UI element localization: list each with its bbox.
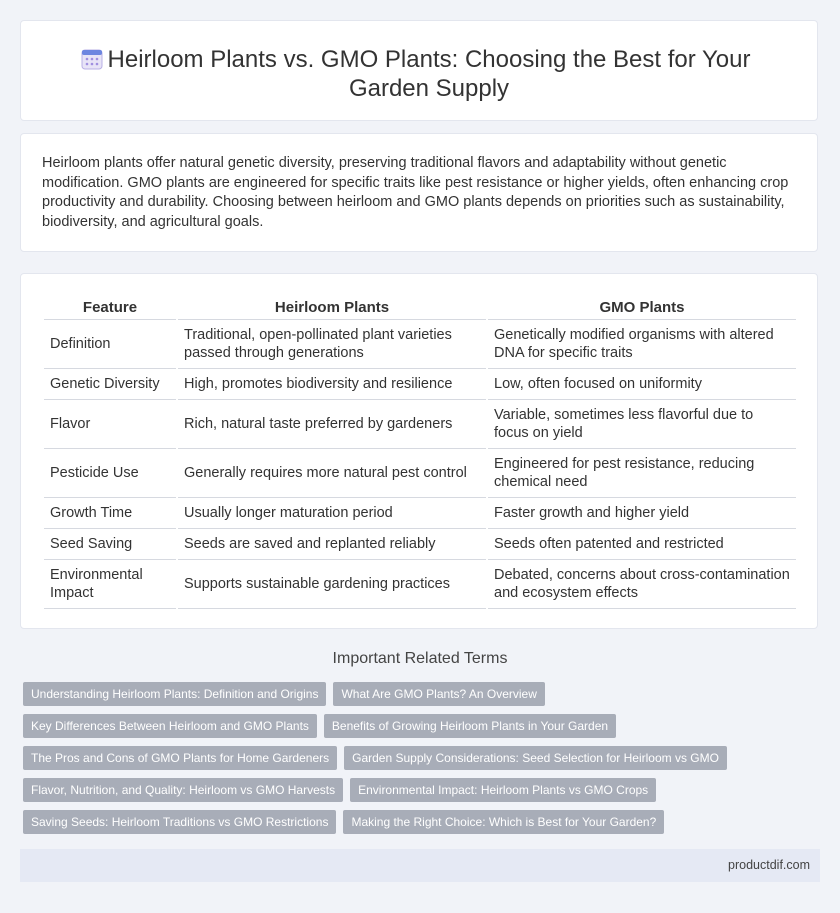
- column-header-feature: Feature: [44, 296, 176, 320]
- table-row: [44, 400, 796, 449]
- related-term-link[interactable]: Environmental Impact: Heirloom Plants vs GMO Crops: [350, 778, 656, 802]
- related-terms-list: [23, 682, 803, 842]
- related-term-link[interactable]: Key Differences Between Heirloom and GMO Plants: [23, 714, 317, 738]
- table-cell-feature: Growth Time: [44, 498, 176, 529]
- table-header-row: [44, 296, 796, 320]
- intro-card: [20, 133, 818, 252]
- table-cell-feature: Environmental Impact: [44, 560, 176, 609]
- table-cell-feature: Definition: [44, 320, 176, 369]
- table-cell-gmo: Variable, sometimes less flavorful due to focus on yield: [488, 400, 796, 449]
- tag-row: [23, 746, 803, 770]
- column-header-heirloom: Heirloom Plants: [178, 296, 486, 320]
- comparison-card: [20, 273, 818, 629]
- related-term-link[interactable]: Saving Seeds: Heirloom Traditions vs GMO Restrictions: [23, 810, 336, 834]
- column-header-gmo: GMO Plants: [488, 296, 796, 320]
- table-cell-feature: Genetic Diversity: [44, 369, 176, 400]
- tag-row: [23, 714, 803, 738]
- intro-paragraph: Heirloom plants offer natural genetic diversity, preserving traditional flavors and adaptability without genetic modification. GMO plants are engineered for specific traits like pest resistance or higher yields, often enhancing crop productivity and durability. Choosing between heirloom and GMO plants depends on priorities such as sustainability, biodiversity, and agricultural goals.: [42, 155, 789, 230]
- footer: [20, 849, 820, 882]
- table-cell-feature: Flavor: [44, 400, 176, 449]
- table-cell-heirloom: Supports sustainable gardening practices: [178, 560, 486, 609]
- table-row: [44, 498, 796, 529]
- table-row: [44, 560, 796, 609]
- related-terms-heading: Important Related Terms: [332, 650, 508, 667]
- table-cell-gmo: Debated, concerns about cross-contamination and ecosystem effects: [488, 560, 796, 609]
- related-term-link[interactable]: The Pros and Cons of GMO Plants for Home Gardeners: [23, 746, 337, 770]
- table-row: [44, 449, 796, 498]
- table-cell-feature: Pesticide Use: [44, 449, 176, 498]
- table-cell-heirloom: Seeds are saved and replanted reliably: [178, 529, 486, 560]
- related-term-link[interactable]: Making the Right Choice: Which is Best for Your Garden?: [343, 810, 664, 834]
- related-term-link[interactable]: What Are GMO Plants? An Overview: [333, 682, 544, 706]
- table-cell-gmo: Genetically modified organisms with altered DNA for specific traits: [488, 320, 796, 369]
- table-cell-heirloom: High, promotes biodiversity and resilience: [178, 369, 486, 400]
- title-card: [20, 20, 818, 121]
- table-cell-heirloom: Generally requires more natural pest control: [178, 449, 486, 498]
- tag-row: [23, 682, 803, 706]
- related-term-link[interactable]: Understanding Heirloom Plants: Definition and Origins: [23, 682, 326, 706]
- related-term-link[interactable]: Benefits of Growing Heirloom Plants in Your Garden: [324, 714, 616, 738]
- page-title: Heirloom Plants vs. GMO Plants: Choosing the Best for Your Garden Supply: [107, 46, 751, 102]
- table-cell-gmo: Engineered for pest resistance, reducing chemical need: [488, 449, 796, 498]
- related-term-link[interactable]: Garden Supply Considerations: Seed Selection for Heirloom vs GMO: [344, 746, 727, 770]
- related-term-link[interactable]: Flavor, Nutrition, and Quality: Heirloom vs GMO Harvests: [23, 778, 343, 802]
- tag-row: [23, 810, 803, 834]
- table-row: [44, 369, 796, 400]
- table-cell-gmo: Low, often focused on uniformity: [488, 369, 796, 400]
- table-row: [44, 529, 796, 560]
- table-cell-gmo: Faster growth and higher yield: [488, 498, 796, 529]
- table-cell-gmo: Seeds often patented and restricted: [488, 529, 796, 560]
- table-cell-heirloom: Usually longer maturation period: [178, 498, 486, 529]
- table-row: [44, 320, 796, 369]
- comparison-table: [42, 296, 798, 609]
- table-cell-heirloom: Rich, natural taste preferred by gardeners: [178, 400, 486, 449]
- tag-row: [23, 778, 803, 802]
- table-cell-heirloom: Traditional, open-pollinated plant varieties passed through generations: [178, 320, 486, 369]
- site-name: productdif.com: [728, 858, 810, 872]
- table-cell-feature: Seed Saving: [44, 529, 176, 560]
